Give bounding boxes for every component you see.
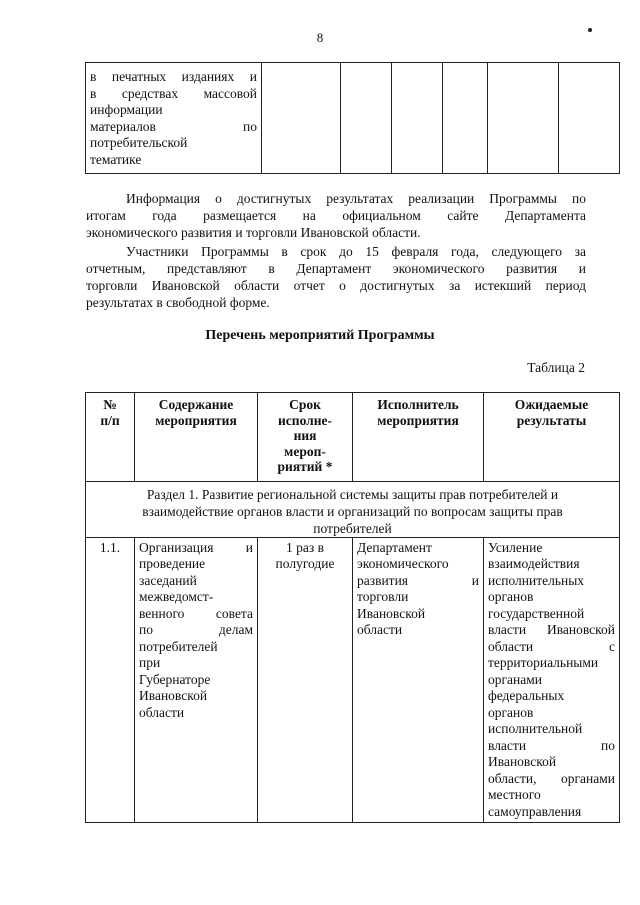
header-line: мероп- <box>284 443 326 459</box>
header-num <box>86 393 135 482</box>
paragraph-reporting-info <box>86 243 586 311</box>
cell-line: Ивановской <box>488 754 557 769</box>
paragraph-line: Информация о достигнутых результатах реализации Программы по <box>126 191 586 206</box>
cell-line: Организация и <box>139 539 253 555</box>
cell-line: информации <box>90 102 163 117</box>
table-cell-empty <box>559 63 620 174</box>
table-cell-empty <box>262 63 341 174</box>
paragraph-publication-info <box>86 190 586 241</box>
cell-line: потребительской <box>90 135 188 150</box>
cell-line: полугодие <box>275 556 335 571</box>
header-line: п/п <box>100 412 120 428</box>
section-title-cell <box>86 481 620 537</box>
cell-line: межведомст- <box>139 589 214 604</box>
cell-line: развития и <box>357 572 479 588</box>
cell-line: исполнительной <box>488 721 583 736</box>
cell-line: области, органами <box>488 770 615 786</box>
table-label: Таблица 2 <box>527 360 585 375</box>
cell-line: государственной <box>488 605 585 621</box>
table-cell-empty <box>488 63 559 174</box>
header-line: риятий * <box>277 459 333 474</box>
cell-line: взаимодействия <box>488 556 580 571</box>
cell-line: при <box>139 655 161 670</box>
measures-table <box>85 392 620 823</box>
cell-line: области <box>357 622 403 637</box>
header-term <box>258 393 353 482</box>
cell-line: венного совета <box>139 605 253 621</box>
table-cell-activity <box>86 63 262 174</box>
cell-line: федеральных <box>488 688 565 703</box>
header-line: Срок <box>289 397 321 412</box>
cell-line: самоуправления <box>488 803 582 819</box>
cell-line: власти Ивановской <box>488 622 615 637</box>
table-section-row <box>86 481 620 537</box>
cell-line: торговли <box>357 589 409 604</box>
cell-line: органами <box>488 671 543 687</box>
header-line: № <box>103 397 117 412</box>
cell-line: власти по <box>488 737 615 753</box>
header-line: мероприятия <box>377 412 459 428</box>
cell-line: территориальными <box>488 655 599 670</box>
table-header-row <box>86 393 620 482</box>
header-line: Исполнитель <box>377 397 459 412</box>
cell-line: материалов по <box>90 118 257 134</box>
header-line: исполне- <box>278 412 332 428</box>
cell-results <box>484 537 620 823</box>
section-line: потребителей <box>313 520 392 536</box>
header-results <box>484 393 620 482</box>
cell-executor <box>353 537 484 823</box>
cell-content <box>135 537 258 823</box>
cell-line: местного <box>488 787 541 802</box>
header-line: Содержание <box>158 397 234 412</box>
cell-line: тематике <box>90 151 142 167</box>
header-line: мероприятия <box>155 412 237 428</box>
paragraph-line: результатах в свободной форме. <box>86 295 270 310</box>
table-cell-empty <box>443 63 488 174</box>
cell-line: Департамент <box>357 539 432 555</box>
cell-line: заседаний <box>139 572 197 588</box>
cell-term <box>258 537 353 823</box>
paragraph-line: итогам года размещается на официальном сайте Департамента <box>86 208 586 223</box>
cell-line: области <box>139 704 185 720</box>
cell-line: по делам <box>139 622 253 637</box>
header-line: Ожидаемые <box>514 397 589 412</box>
table-cell-empty <box>392 63 443 174</box>
cell-line: Усиление <box>488 539 543 555</box>
header-executor <box>353 393 484 482</box>
paragraph-line: торговли Ивановской области отчет о достигнутых за истекший период <box>86 278 586 293</box>
header-content <box>135 393 258 482</box>
cell-line: 1 раз в <box>286 539 324 555</box>
table-row <box>86 63 620 174</box>
cell-line: Губернаторе <box>139 671 211 687</box>
paragraph-line: Участники Программы в срок до 15 февраля года, следующего за <box>126 244 586 259</box>
cell-line: Ивановской <box>357 605 426 621</box>
section-line: взаимодействие органов власти и организаций по вопросам защиты прав <box>142 503 563 519</box>
cell-line: проведение <box>139 556 206 571</box>
cell-line: в печатных изданиях и <box>90 69 257 84</box>
page-number: 8 <box>316 30 324 45</box>
header-line: результаты <box>516 412 587 428</box>
cell-line: Ивановской <box>139 688 208 703</box>
cell-line: экономического <box>357 556 449 571</box>
cell-line: потребителей <box>139 638 218 654</box>
continued-table <box>85 62 620 174</box>
table-row <box>86 537 620 823</box>
paragraph-line: отчетным, представляют в Департамент экономического развития и <box>86 261 586 276</box>
scan-speck <box>588 28 592 32</box>
header-line: ния <box>293 428 317 443</box>
section-line: Раздел 1. Развитие региональной системы защиты прав потребителей и <box>146 486 559 502</box>
cell-line: исполнительных <box>488 572 585 588</box>
cell-line: в средствах массовой <box>90 85 257 101</box>
cell-line: области с <box>488 638 615 654</box>
cell-line: органов <box>488 589 534 604</box>
section-heading: Перечень мероприятий Программы <box>205 328 435 343</box>
paragraph-line: экономического развития и торговли Ивановской области. <box>86 225 421 240</box>
table-cell-empty <box>341 63 392 174</box>
cell-num: 1.1. <box>86 537 135 823</box>
cell-line: органов <box>488 704 534 720</box>
